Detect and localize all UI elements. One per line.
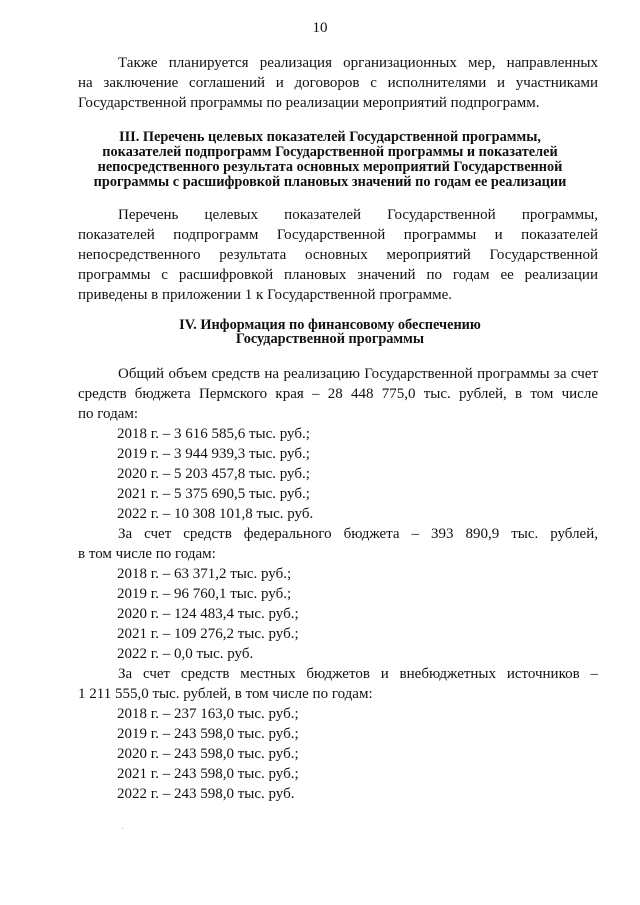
body-line: За счет средств федерального бюджета – 393 890,9 тыс. рублей, bbox=[118, 526, 598, 542]
heading-line: Государственной программы bbox=[235, 331, 425, 347]
heading-line: непосредственного результата основных мероприятий Государственной bbox=[97, 159, 563, 175]
intro-line: Государственной программы по реализации мероприятий подпрограмм. bbox=[78, 95, 540, 111]
body-line: приведены в приложении 1 к Государственной программе. bbox=[78, 287, 453, 303]
body-line: Перечень целевых показателей Государственной программы, bbox=[118, 207, 598, 223]
body-line: показателей подпрограмм Государственной программы и показателей bbox=[78, 227, 598, 243]
year-amount: 2020 г. – 5 203 457,8 тыс. руб.; bbox=[117, 466, 310, 482]
heading-line: показателей подпрограмм Государственной программы и показателей bbox=[102, 144, 558, 160]
intro-line: на заключение соглашений и договоров с исполнителями и участниками bbox=[78, 75, 598, 91]
body-line: непосредственного результата основных мероприятий Государственной bbox=[78, 247, 598, 263]
year-amount: 2020 г. – 243 598,0 тыс. руб.; bbox=[117, 746, 299, 762]
year-amount: 2021 г. – 5 375 690,5 тыс. руб.; bbox=[117, 486, 310, 502]
body-line: в том числе по годам: bbox=[78, 546, 216, 562]
year-amount: 2020 г. – 124 483,4 тыс. руб.; bbox=[117, 606, 299, 622]
body-line: по годам: bbox=[78, 406, 139, 422]
year-amount: 2022 г. – 0,0 тыс. руб. bbox=[117, 646, 254, 662]
body-line: Общий объем средств на реализацию Государственной программы за счет bbox=[118, 366, 598, 382]
year-amount: 2018 г. – 237 163,0 тыс. руб.; bbox=[117, 706, 299, 722]
heading-line: IV. Информация по финансовому обеспечению bbox=[179, 317, 481, 333]
year-amount: 2018 г. – 63 371,2 тыс. руб.; bbox=[117, 566, 292, 582]
year-amount: 2021 г. – 109 276,2 тыс. руб.; bbox=[117, 626, 299, 642]
body-line: 1 211 555,0 тыс. рублей, в том числе по годам: bbox=[78, 686, 373, 702]
year-amount: 2022 г. – 10 308 101,8 тыс. руб. bbox=[117, 506, 314, 522]
body-line: программы с расшифровкой плановых значений по годам ее реализации bbox=[78, 267, 598, 283]
body-line: За счет средств местных бюджетов и внебюджетных источников – bbox=[118, 666, 598, 682]
year-amount: 2021 г. – 243 598,0 тыс. руб.; bbox=[117, 766, 299, 782]
year-amount: 2022 г. – 243 598,0 тыс. руб. bbox=[117, 786, 295, 802]
intro-line: Также планируется реализация организационных мер, направленных bbox=[118, 55, 598, 71]
year-amount: 2019 г. – 3 944 939,3 тыс. руб.; bbox=[117, 446, 310, 462]
year-amount: 2019 г. – 243 598,0 тыс. руб.; bbox=[117, 726, 299, 742]
heading-line: программы с расшифровкой плановых значений по годам ее реализации bbox=[93, 174, 567, 190]
scan-speck bbox=[122, 828, 123, 829]
year-amount: 2018 г. – 3 616 585,6 тыс. руб.; bbox=[117, 426, 310, 442]
body-line: средств бюджета Пермского края – 28 448 775,0 тыс. рублей, в том числе bbox=[78, 386, 598, 402]
year-amount: 2019 г. – 96 760,1 тыс. руб.; bbox=[117, 586, 292, 602]
heading-line: III. Перечень целевых показателей Государственной программы, bbox=[119, 129, 541, 145]
page-number: 10 bbox=[312, 20, 328, 36]
